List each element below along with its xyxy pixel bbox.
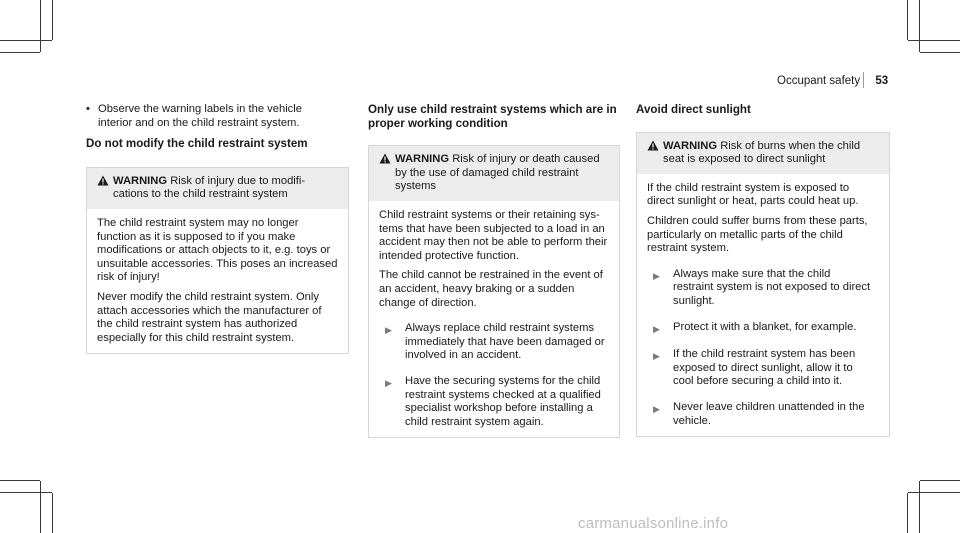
crop-mark xyxy=(0,480,40,481)
section-title: Occupant safety xyxy=(777,75,861,87)
arrow-right-icon: ▶ xyxy=(385,325,392,336)
section-heading: Only use child restraint systems which are in proper working condition xyxy=(368,103,617,130)
warning-paragraph: If the child restraint system is exposed to direct sunlight or heat, parts could heat up. xyxy=(647,181,859,208)
warning-triangle-icon xyxy=(647,140,663,167)
bullet-text: Observe the warning labels in the vehicle interior and on the child restraint system. xyxy=(98,103,302,129)
crop-mark xyxy=(40,481,41,533)
section-heading: Avoid direct sunlight xyxy=(636,103,751,116)
warning-box xyxy=(636,132,890,438)
crop-mark xyxy=(920,52,960,53)
arrow-right-icon: ▶ xyxy=(653,323,660,334)
warning-label: WARNING xyxy=(663,139,718,152)
column-1 xyxy=(86,103,349,354)
warning-text: Risk of burns when the child seat is exposed to direct sunlight xyxy=(663,139,861,166)
running-header xyxy=(777,75,888,87)
warning-title xyxy=(113,175,338,202)
page-number: 53 xyxy=(875,75,889,87)
warning-box xyxy=(368,145,620,438)
warning-paragraph: Children could suffer burns from these parts, particularly on metallic parts of the child restraint system. xyxy=(647,214,868,255)
arrow-right-icon: ▶ xyxy=(653,351,660,362)
warning-paragraph: Child restraint systems or their retaining sys- tems that have been subjected to a load in an accident may then not be able to perform their intended protective function. xyxy=(379,208,608,262)
warning-paragraph: The child restraint system may no longer function as it is supposed to if you make modifications or attach objects to it, e.g. toys or unsuitable accessories. This poses an increased risk of injury! xyxy=(97,216,338,284)
warning-header xyxy=(637,133,889,174)
warning-body xyxy=(87,209,348,353)
warning-triangle-icon xyxy=(379,153,395,194)
warning-paragraph: The child cannot be restrained in the event of an accident, heavy braking or a sudden change of direction. xyxy=(379,269,603,309)
crop-mark xyxy=(919,0,920,52)
crop-mark xyxy=(0,40,52,41)
header-rule xyxy=(863,72,864,88)
step-text: Never leave children unattended in the vehicle. xyxy=(673,400,865,427)
bullet-item xyxy=(86,103,349,130)
crop-mark xyxy=(40,0,41,52)
instruction-step xyxy=(379,375,609,429)
crop-mark xyxy=(907,0,908,40)
warning-text: Risk of injury or death caused by the use of damaged child restraint systems xyxy=(395,153,600,193)
warning-label: WARNING xyxy=(113,174,168,187)
warning-text: Risk of injury due to modifi- cations to the child restraint system xyxy=(113,174,306,201)
warning-label: WARNING xyxy=(395,153,450,166)
warning-triangle-icon xyxy=(97,175,113,202)
warning-body xyxy=(369,201,619,437)
step-text: If the child restraint system has been exposed to direct sunlight, allow it to cool before securing a child into it. xyxy=(673,348,856,388)
warning-box xyxy=(86,167,349,355)
step-text: Always replace child restraint systems immediately that have been damaged or involved in an accident. xyxy=(405,322,605,362)
crop-mark xyxy=(908,492,960,493)
arrow-right-icon: ▶ xyxy=(653,270,660,281)
arrow-right-icon: ▶ xyxy=(385,377,392,388)
column-2 xyxy=(368,103,620,438)
crop-mark xyxy=(919,481,920,533)
crop-mark xyxy=(0,492,52,493)
section-heading: Do not modify the child restraint system xyxy=(86,137,308,151)
step-text: Have the securing systems for the child restraint systems checked at a qualified specialist workshop before installing a child restraint system again. xyxy=(405,374,601,428)
crop-mark xyxy=(0,52,40,53)
warning-header xyxy=(87,168,348,209)
instruction-step xyxy=(647,401,879,428)
warning-body xyxy=(637,174,889,436)
warning-header xyxy=(369,146,619,201)
step-text: Protect it with a blanket, for example. xyxy=(673,320,857,333)
instruction-step xyxy=(647,268,879,309)
crop-mark xyxy=(52,493,53,533)
warning-title xyxy=(663,140,877,167)
crop-mark xyxy=(907,493,908,533)
step-text: Always make sure that the child restraint system is not exposed to direct sunlight. xyxy=(673,267,871,307)
crop-mark xyxy=(920,480,960,481)
crop-mark xyxy=(908,40,960,41)
warning-title xyxy=(395,153,609,194)
arrow-right-icon: ▶ xyxy=(653,403,660,414)
instruction-step xyxy=(647,321,879,337)
instruction-step xyxy=(379,322,609,363)
column-3 xyxy=(636,103,890,437)
bullet-dot-icon: • xyxy=(86,103,90,115)
watermark: carmanualsonline.info xyxy=(578,515,729,532)
crop-mark xyxy=(52,0,53,40)
warning-paragraph: Never modify the child restraint system. Only attach accessories which the manufacturer of the child restraint system has authorized especially for this child restraint system. xyxy=(97,290,322,344)
instruction-step xyxy=(647,348,879,389)
